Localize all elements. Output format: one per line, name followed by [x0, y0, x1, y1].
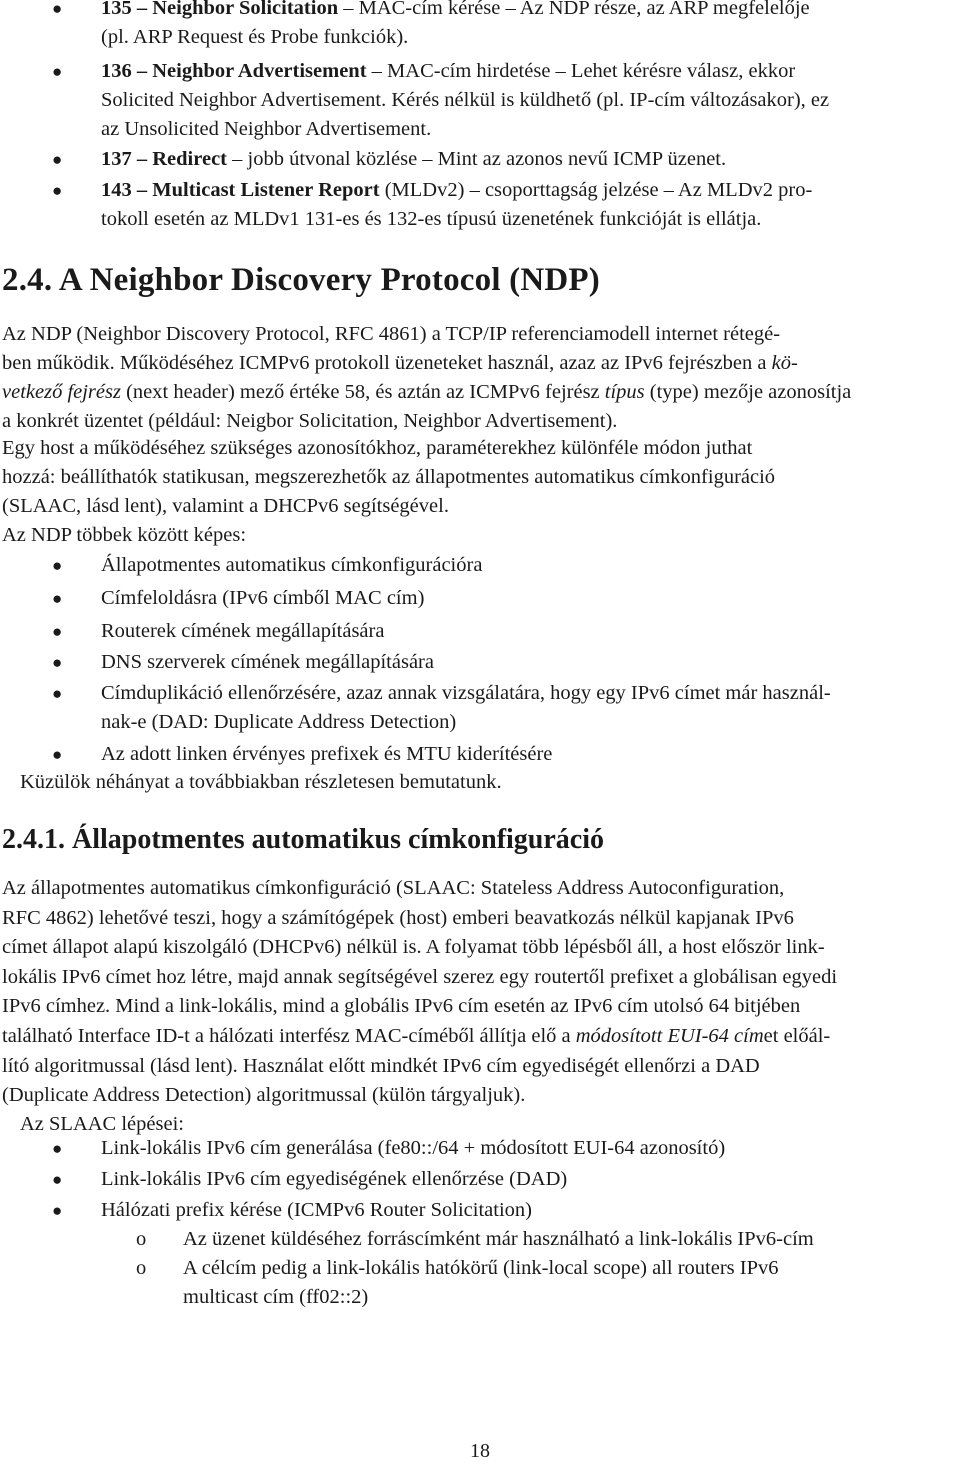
paragraph: Küzülök néhányat a továbbiakban részletesen bemutatunk.: [20, 771, 502, 793]
page-number: 18: [470, 1440, 490, 1462]
bullet-icon: ●: [52, 181, 63, 200]
paragraph: Az NDP (Neighbor Discovery Protocol, RFC 4861) a TCP/IP referenciamodell internet rétegé- ben működik. Működéséhez ICMPv6 protokoll üzeneteket használ, azaz az IPv6 fejrészben a kö- vetkező fejrész (next header) mező értéke 58, és aztán az ICMPv6 fejrész típus (type) mezője azonosítja a konkrét üzentet (például: Neigbor Solicitation, Neighbor Advertisement).: [2, 323, 852, 432]
paragraph: Az állapotmentes automatikus címkonfiguráció (SLAAC: Stateless Address Autoconfiguration, RFC 4862) lehetővé teszi, hogy a számítógépek (host) emberi beavatkozás nélkül kapjanak IPv6 címet állapot alapú kiszolgáló (DHCPv6) nélkül is. A folyamat több lépésből áll, a host először link- lokális IPv6 címet hoz létre, majd annak segítségével szerez egy routertől prefixet a globálisan egyedi IPv6 címhez. Mind a link-lokális, mind a globális IPv6 cím esetén az IPv6 cím utolsó 64 bitjében található Interface ID-t a hálózati interfész MAC-címéből állítja elő a módosított EUI-64 címet előál- lító algoritmussal (lásd lent). Használat előtt mindkét IPv6 cím egyediségét ellenőrzi a DAD (Duplicate Address Detection) algoritmussal (külön tárgyaljuk).: [2, 877, 838, 1107]
list-item: ● Az adott linken érvényes prefixek és MTU kiderítésére: [0, 740, 958, 769]
message-type-title: 135 – Neighbor Solicitation: [101, 0, 339, 19]
subsection-heading: 2.4.1. Állapotmentes automatikus címkonfiguráció: [2, 824, 604, 855]
circle-marker-icon: o: [136, 1257, 147, 1279]
list-intro: Az SLAAC lépései:: [20, 1113, 184, 1135]
list-item: ● 135 – Neighbor Solicitation – MAC-cím kérése – Az NDP része, az ARP megfelelője (pl. ARP Request és Probe funkciók).: [0, 0, 958, 52]
circle-marker-icon: o: [136, 1228, 147, 1250]
bullet-icon: ●: [52, 556, 63, 575]
bullet-icon: ●: [52, 1170, 63, 1189]
bullet-icon: ●: [52, 622, 63, 641]
paragraph: Egy host a működéséhez szükséges azonosítókhoz, paraméterekhez különféle módon juthat hozzá: beállíthatók statikusan, megszerezhetők az állapotmentes automatikus címkonfiguráció (SLAAC, lásd lent), valamint a DHCPv6 segítségével.: [2, 437, 776, 517]
list-item: ● Routerek címének megállapítására: [0, 617, 958, 646]
sub-list-item: o A célcím pedig a link-lokális hatókörű (link-local scope) all routers IPv6 multicast cím (ff02::2): [0, 1254, 958, 1312]
bullet-icon: ●: [52, 150, 63, 169]
list-item: ● Címfeloldásra (IPv6 címből MAC cím): [0, 584, 958, 613]
message-type-title: 143 – Multicast Listener Report: [101, 179, 380, 201]
list-item: ● Állapotmentes automatikus címkonfigurációra: [0, 551, 958, 580]
list-intro: Az NDP többek között képes:: [2, 524, 247, 546]
bullet-icon: ●: [52, 1201, 63, 1220]
list-item: ● 143 – Multicast Listener Report (MLDv2) – csoporttagság jelzése – Az MLDv2 pro- tokoll esetén az MLDv1 131-es és 132-es típusú üzenetének funkcióját is ellátja.: [0, 176, 958, 234]
message-type-title: 136 – Neighbor Advertisement: [101, 60, 367, 82]
sub-list-item: o Az üzenet küldéséhez forráscímként már használható a link-lokális IPv6-cím: [0, 1225, 958, 1254]
list-item: ● Címduplikáció ellenőrzésére, azaz annak vizsgálatára, hogy egy IPv6 címet már használ- nak-e (DAD: Duplicate Address Detection): [0, 679, 958, 737]
list-item: ● Hálózati prefix kérése (ICMPv6 Router Solicitation): [0, 1196, 958, 1225]
bullet-icon: ●: [52, 684, 63, 703]
bullet-icon: ●: [52, 589, 63, 608]
list-item: ● 136 – Neighbor Advertisement – MAC-cím hirdetése – Lehet kérésre válasz, ekkor Solicited Neighbor Advertisement. Kérés nélkül is küldhető (pl. IP-cím változásakor), ez az Unsolicited Neighbor Advertisement.: [0, 57, 958, 144]
bullet-icon: ●: [52, 0, 63, 18]
list-item: ● Link-lokális IPv6 cím generálása (fe80::/64 + módosított EUI-64 azonosító): [0, 1134, 958, 1163]
bullet-icon: ●: [52, 1139, 63, 1158]
list-item: ● Link-lokális IPv6 cím egyediségének ellenőrzése (DAD): [0, 1165, 958, 1194]
bullet-icon: ●: [52, 745, 63, 764]
list-item: ● DNS szerverek címének megállapítására: [0, 648, 958, 677]
bullet-icon: ●: [52, 62, 63, 81]
bullet-icon: ●: [52, 653, 63, 672]
section-heading: 2.4. A Neighbor Discovery Protocol (NDP): [2, 262, 600, 298]
list-item: ● 137 – Redirect – jobb útvonal közlése – Mint az azonos nevű ICMP üzenet.: [0, 145, 958, 174]
message-type-title: 137 – Redirect: [101, 148, 228, 170]
